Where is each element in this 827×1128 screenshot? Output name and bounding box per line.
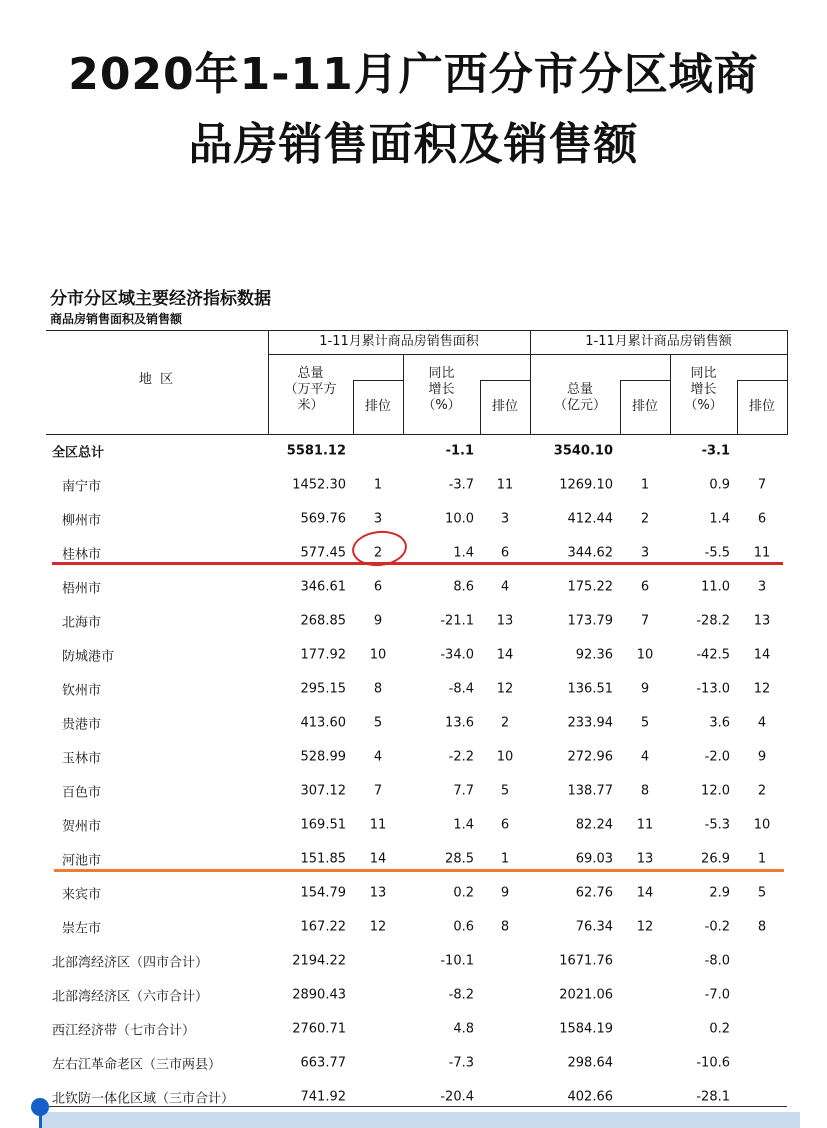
row-region-name: 北海市 [62,615,102,631]
header-group-sales: 1-11月累计商品房销售额 [585,334,732,349]
table-top-border [46,330,788,331]
cell-area-yoy-rank: 10 [496,749,514,765]
cell-area-yoy-rank: 6 [500,545,510,561]
cell-area-rank: 9 [373,613,383,629]
cell-area-yoy-rank: 2 [500,715,510,731]
cell-sales: 138.77 [567,783,613,799]
cell-area-yoy-rank: 8 [500,919,510,935]
cell-area-yoy: 1.4 [453,817,474,833]
cell-sales-yoy-rank: 9 [757,749,767,765]
cell-sales-rank: 8 [640,783,650,799]
cell-sales: 344.62 [567,545,613,561]
header-sales-total [540,382,620,414]
cell-area-yoy: -21.1 [440,613,474,629]
cell-sales: 92.36 [575,647,613,663]
header-area-total [268,366,353,414]
cell-sales-yoy-rank: 11 [753,545,771,561]
cell-area-yoy: 0.6 [453,919,474,935]
header-area-yoy-l2: 增长 [428,382,455,397]
row-region-name: 百色市 [62,785,102,801]
header-sales-yoy-rank: 排位 [748,399,775,414]
cell-area-yoy: -8.2 [448,987,474,1003]
row-region-name: 南宁市 [62,479,102,495]
row-region-name: 全区总计 [52,445,105,461]
cell-area: 1452.30 [292,477,346,493]
header-area-rank: 排位 [364,399,391,414]
cell-area: 663.77 [300,1055,346,1071]
cell-area: 295.15 [300,681,346,697]
cell-sales-yoy-rank: 12 [753,681,771,697]
cell-area-yoy-rank: 12 [496,681,514,697]
cell-sales-yoy: -5.3 [704,817,730,833]
table-row [0,604,827,638]
cell-sales-yoy: -28.1 [696,1089,730,1105]
cell-area-yoy-rank: 11 [496,477,514,493]
table-row [0,706,827,740]
cell-sales-yoy-rank: 8 [757,919,767,935]
row-region-name: 来宾市 [62,887,102,903]
table-row [0,468,827,502]
header-sales-rank: 排位 [631,399,658,414]
row-region-name: 柳州市 [62,513,102,529]
cell-area-rank: 13 [369,885,387,901]
table-row [0,740,827,774]
cell-sales-yoy: -10.6 [696,1055,730,1071]
header-rank-divider-2 [480,380,530,381]
header-sales-total-l1: 总量 [566,382,593,397]
header-area-yoy-l3: （%） [422,398,461,413]
cell-area-yoy: 1.4 [453,545,474,561]
cell-sales-yoy-rank: 6 [757,511,767,527]
cell-sales: 82.24 [575,817,613,833]
page-title-line-2: 品房销售面积及销售额 [188,119,639,170]
cell-area-yoy: -2.2 [448,749,474,765]
cell-sales: 298.64 [567,1055,613,1071]
row-region-name: 左右江革命老区（三市两县） [52,1057,222,1073]
cell-area: 151.85 [300,851,346,867]
cell-sales: 173.79 [567,613,613,629]
cell-sales-yoy: -0.2 [704,919,730,935]
cell-sales-rank: 9 [640,681,650,697]
table-row [0,672,827,706]
cell-sales-yoy: -3.1 [701,443,730,459]
cell-sales-rank: 2 [640,511,650,527]
header-area-yoy-rank: 排位 [491,399,518,414]
cell-sales: 1671.76 [559,953,613,969]
cell-sales-yoy: -5.5 [704,545,730,561]
row-region-name: 贺州市 [62,819,102,835]
page-title-line-1: 2020年1-11月广西分市分区域商 [68,49,759,100]
header-rank-divider-4 [737,380,788,381]
cell-area: 177.92 [300,647,346,663]
cell-area-rank: 5 [373,715,383,731]
cell-area: 741.92 [300,1089,346,1105]
cell-sales-yoy: -7.0 [704,987,730,1003]
footer-divider [40,1106,787,1107]
row-region-name: 北钦防一体化区域（三市合计） [52,1091,235,1107]
cell-sales-rank: 1 [640,477,650,493]
row-region-name: 桂林市 [62,547,102,563]
table-row [0,1080,827,1114]
header-area-total-l2: （万平方 [284,382,337,397]
cell-area-rank: 10 [369,647,387,663]
cell-sales-rank: 12 [636,919,654,935]
header-sales-total-l2: （亿元） [553,398,606,413]
header-area-total-l1: 总量 [297,366,324,381]
cell-area-rank: 3 [373,511,383,527]
cell-area-yoy: -34.0 [440,647,474,663]
red-underline-annotation [52,562,783,565]
table-row [0,1046,827,1080]
cell-area-yoy-rank: 1 [500,851,510,867]
cell-area-yoy: 13.6 [445,715,474,731]
header-area-total-l3: 米） [297,398,324,413]
table-row [0,570,827,604]
cell-sales-rank: 5 [640,715,650,731]
cell-sales: 76.34 [575,919,613,935]
row-region-name: 梧州市 [62,581,102,597]
cell-area: 413.60 [300,715,346,731]
cell-area-rank: 12 [369,919,387,935]
cell-area-yoy: 4.8 [453,1021,474,1037]
cell-sales-yoy: 3.6 [709,715,730,731]
cell-area-rank: 7 [373,783,383,799]
cell-area-rank: 4 [373,749,383,765]
cell-area-yoy-rank: 5 [500,783,510,799]
cell-sales: 402.66 [567,1089,613,1105]
row-region-name: 贵港市 [62,717,102,733]
cell-area: 577.45 [300,545,346,561]
cell-area: 167.22 [300,919,346,935]
cell-sales-yoy: 26.9 [701,851,730,867]
cell-area-rank: 2 [373,545,383,561]
cell-sales-yoy-rank: 7 [757,477,767,493]
row-region-name: 河池市 [62,853,102,869]
cell-sales-yoy: 11.0 [701,579,730,595]
cell-area-yoy: 7.7 [453,783,474,799]
row-region-name: 崇左市 [62,921,102,937]
header-region: 地 区 [138,372,176,387]
cell-sales-yoy: 0.2 [709,1021,730,1037]
cell-area: 2890.43 [292,987,346,1003]
cell-area: 569.76 [300,511,346,527]
row-region-name: 北部湾经济区（四市合计） [52,955,209,971]
cell-sales-yoy-rank: 10 [753,817,771,833]
section-subtitle: 分市分区域主要经济指标数据 [50,289,271,309]
table-row [0,808,827,842]
cell-sales: 69.03 [575,851,613,867]
header-sales-yoy [670,366,737,414]
cell-sales-yoy-rank: 2 [757,783,767,799]
header-area-yoy [403,366,480,414]
cell-sales-yoy: 2.9 [709,885,730,901]
table-caption: 商品房销售面积及销售额 [50,312,183,326]
header-rank-divider-3 [620,380,670,381]
table-row [0,774,827,808]
cell-sales-yoy-rank: 4 [757,715,767,731]
cell-area: 528.99 [300,749,346,765]
table-row [0,978,827,1012]
cell-area-yoy-rank: 3 [500,511,510,527]
location-pin-icon [31,1098,49,1116]
cell-sales-yoy: -13.0 [696,681,730,697]
orange-underline-annotation [54,869,784,872]
cell-sales: 272.96 [567,749,613,765]
cell-sales-yoy-rank: 3 [757,579,767,595]
table-row [0,944,827,978]
vline-right [787,330,788,434]
page-title [0,40,827,180]
cell-area-rank: 8 [373,681,383,697]
cell-sales-rank: 4 [640,749,650,765]
cell-area-yoy: 0.2 [453,885,474,901]
cell-area-yoy: 10.0 [445,511,474,527]
row-region-name: 北部湾经济区（六市合计） [52,989,209,1005]
table-row [0,1012,827,1046]
header-area-yoy-l1: 同比 [428,366,455,381]
cell-area-yoy-rank: 14 [496,647,514,663]
cell-area: 307.12 [300,783,346,799]
cell-sales: 136.51 [567,681,613,697]
cell-sales-rank: 14 [636,885,654,901]
cell-area-yoy: -3.7 [448,477,474,493]
cell-area-yoy: 8.6 [453,579,474,595]
cell-area-rank: 14 [369,851,387,867]
row-region-name: 钦州市 [62,683,102,699]
cell-sales-yoy-rank: 5 [757,885,767,901]
cell-sales-yoy: -42.5 [696,647,730,663]
cell-area-rank: 6 [373,579,383,595]
cell-sales-yoy-rank: 14 [753,647,771,663]
cell-area-yoy-rank: 9 [500,885,510,901]
header-rank-divider-1 [353,380,403,381]
cell-area-yoy-rank: 6 [500,817,510,833]
cell-area-yoy: 28.5 [445,851,474,867]
cell-sales: 175.22 [567,579,613,595]
header-group-area: 1-11月累计商品房销售面积 [319,334,479,349]
header-sales-yoy-l3: （%） [684,398,723,413]
cell-sales-yoy: -8.0 [704,953,730,969]
cell-area-yoy: -7.3 [448,1055,474,1071]
cell-area: 169.51 [300,817,346,833]
cell-sales-rank: 10 [636,647,654,663]
header-sales-yoy-l2: 增长 [690,382,717,397]
cell-area: 5581.12 [286,443,346,459]
cell-area-yoy: -10.1 [440,953,474,969]
cell-sales-yoy-rank: 13 [753,613,771,629]
cell-area: 2760.71 [292,1021,346,1037]
cell-sales: 1269.10 [559,477,613,493]
cell-area: 268.85 [300,613,346,629]
header-group-divider [268,354,788,355]
row-region-name: 西江经济带（七市合计） [52,1023,196,1039]
cell-sales: 2021.06 [559,987,613,1003]
cell-sales: 3540.10 [553,443,613,459]
cell-sales-rank: 6 [640,579,650,595]
cell-sales-yoy: 0.9 [709,477,730,493]
row-region-name: 玉林市 [62,751,102,767]
cell-sales-yoy: 12.0 [701,783,730,799]
cell-sales: 233.94 [567,715,613,731]
cell-sales-yoy-rank: 1 [757,851,767,867]
cell-sales-rank: 11 [636,817,654,833]
table-row [0,434,827,468]
cell-area-yoy-rank: 13 [496,613,514,629]
cell-area: 154.79 [300,885,346,901]
table-row [0,876,827,910]
cell-area: 2194.22 [292,953,346,969]
table-row [0,638,827,672]
header-sales-yoy-l1: 同比 [690,366,717,381]
cell-sales-rank: 3 [640,545,650,561]
cell-area-yoy: -20.4 [440,1089,474,1105]
cell-sales-yoy: -28.2 [696,613,730,629]
cell-sales-yoy: 1.4 [709,511,730,527]
table-row [0,910,827,944]
cell-sales-rank: 13 [636,851,654,867]
cell-sales: 1584.19 [559,1021,613,1037]
cell-sales: 62.76 [575,885,613,901]
footer-bar [40,1112,800,1128]
cell-area-yoy-rank: 4 [500,579,510,595]
cell-area-yoy: -1.1 [445,443,474,459]
cell-area-rank: 11 [369,817,387,833]
row-region-name: 防城港市 [62,649,115,665]
table-row [0,502,827,536]
cell-area-yoy: -8.4 [448,681,474,697]
cell-sales-yoy: -2.0 [704,749,730,765]
cell-sales: 412.44 [567,511,613,527]
cell-area-rank: 1 [373,477,383,493]
cell-area: 346.61 [300,579,346,595]
cell-sales-rank: 7 [640,613,650,629]
